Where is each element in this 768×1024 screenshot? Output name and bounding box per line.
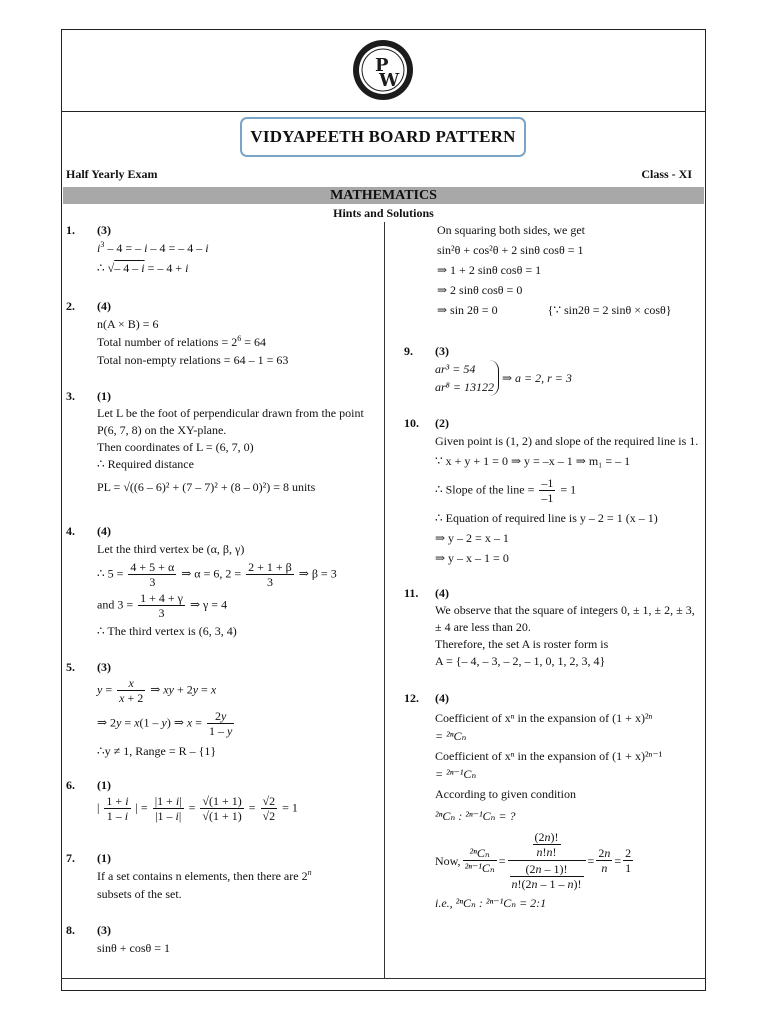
left-column	[66, 221, 366, 957]
math-line: Now, $\frac{\text{²ⁿCₙ}}{\text{²ⁿ⁻¹Cₙ}}$ = $\frac{\frac{(2n)!}{n!n!}}{\frac{(2n - 1)!}{n!(2n - 1 - n)!}}$ = $\frac{2n}{n}$ = $\frac{2}{1}$	[435, 830, 632, 891]
solution-3: 3. (1) Let L be the foot of perpendicular drawn from the point P(6, 7, 8) on the XY-plane. Then coordinates of L = (6, 7, 0) ∴ Required distance PL = √((6 – 6)² + (7 – 7)² + (8 – 0)²) = 8 units	[66, 389, 364, 494]
solution-6: 6. (1) | $\frac{1 + i}{1 - i}$ | = $\frac{|1 + i|}{|1 - i|}$ = $\frac{√(1 + 1)}{√(1 + 1)}$ = $\frac{√2}{√2}$ = 1	[66, 776, 366, 823]
solution-7: 7. (1) If a set contains n elements, then there are 2$^n$ subsets of the set.	[66, 851, 312, 901]
math-line: ∴ √– 4 – i = – 4 + i	[97, 261, 189, 275]
svg-text:P: P	[375, 55, 389, 76]
math-line: y = $\frac{x}{x + 2}$ ⇒ xy + 2y = x	[97, 676, 217, 705]
pw-logo-icon	[353, 40, 413, 100]
math-line: ⇒ 2y = x(1 – y) ⇒ x = $\frac{2y}{1 - y}$	[97, 709, 233, 738]
right-column	[404, 221, 702, 912]
solution-4: 4. (4) Let the third vertex be (α, β, γ) ∴ 5 = $\frac{4 + 5 + \alpha}{3}$ ⇒ α = 6, 2 = $\frac{2 + 1 + \beta}{3}$ ⇒ β = 3 and 3 = $\frac{1 + 4 + \gamma}{3}$ ⇒ γ = 4 ∴ The third vertex is (6, 3, 4)	[66, 522, 366, 640]
solution-11: 11. (4) We observe that the square of integers 0, ± 1, ± 2, ± 3, ± 4 are less than 20. Therefore, the set A is roster form is A = {– 4, – 3, – 2, – 1, 0, 1, 2, 3, 4}	[404, 586, 695, 668]
math-line: ∴ 5 = $\frac{4 + 5 + \alpha}{3}$ ⇒ α = 6, 2 = $\frac{2 + 1 + \beta}{3}$ ⇒ β = 3	[97, 560, 337, 589]
solution-1: 1. (3) $i^3 - 4$ = – i – 4 = – 4 – i ∴ √– 4 – i = – 4 + i	[66, 221, 366, 277]
math-system: ar³ = 54 ar⁸ = 13122 ⇒ a = 2, r = 3	[435, 362, 572, 394]
math-line: $i^3 - 4$ = – i – 4 = – 4 – i	[97, 240, 209, 255]
column-divider	[384, 222, 385, 978]
svg-text:W: W	[379, 70, 400, 91]
pw-logo	[353, 40, 413, 100]
solution-9: 9. (3) ar³ = 54 ar⁸ = 13122 ⇒ a = 2, r = 3	[404, 342, 702, 396]
class-label: Class - XI	[641, 167, 692, 181]
subject-bar: MATHEMATICS	[63, 187, 704, 204]
math-line: and 3 = $\frac{1 + 4 + \gamma}{3}$ ⇒ γ = 4	[97, 591, 228, 620]
math-line: | $\frac{1 + i}{1 - i}$ | = $\frac{|1 + i|}{|1 - i|}$ = $\frac{√(1 + 1)}{√(1 + 1)}$ = $\frac{√2}{√2}$ = 1	[97, 794, 298, 823]
solution-8-continued: On squaring both sides, we get sin²θ + cos²θ + 2 sinθ cosθ = 1 ⇒ 1 + 2 sinθ cosθ = 1 ⇒ 2 sinθ cosθ = 0 ⇒ sin 2θ = 0 {∵ sin2θ = 2 sinθ × cosθ}	[437, 223, 672, 317]
solution-8: 8. (3) sinθ + cosθ = 1	[66, 923, 171, 955]
solution-2: 2. (4) n(A × B) = 6 Total number of relations = $2^6 = 64$ Total non-empty relations = 64 – 1 = 63	[66, 299, 289, 367]
exam-name: Half Yearly Exam	[66, 167, 158, 181]
solution-12: 12. (4) Coefficient of xⁿ in the expansion of (1 + x)²ⁿ = ²ⁿCₙ Coefficient of xⁿ in the expansion of (1 + x)²ⁿ⁻¹ = ²ⁿ⁻¹Cₙ According to given condition ²ⁿCₙ : ²ⁿ⁻¹Cₙ = ? Now, $\frac{\text{²ⁿCₙ}}{\text{²ⁿ⁻¹Cₙ}}$ = $\frac{\frac{(2n)!}{n!n!}}{\frac{(2n - 1)!}{n!(2n - 1 - n)!}}$ = $\frac{2n}{n}$ = $\frac{2}{1}$ i.e., ²ⁿCₙ : ²ⁿ⁻¹Cₙ = 2:1	[404, 689, 702, 912]
header-divider	[61, 111, 706, 112]
solution-10: 10. (2) Given point is (1, 2) and slope of the required line is 1. ∵ x + y + 1 = 0 ⇒ y = –x – 1 ⇒ m₁ = – 1 ∴ Slope of the line = $\frac{-1}{-1}$ = 1 ∴ Equation of required line is y – 2 = 1 (x – 1) ⇒ y – 2 = x – 1 ⇒ y – x – 1 = 0	[404, 416, 699, 565]
section-subtitle: Hints and Solutions	[333, 206, 434, 220]
solution-5: 5. (3) y = $\frac{x}{x + 2}$ ⇒ xy + 2y = x ⇒ 2y = x(1 – y) ⇒ x = $\frac{2y}{1 - y}$ ∴y ≠ 1, Range = R – {1}	[66, 658, 366, 760]
bottom-border	[61, 978, 706, 979]
page-title: VIDYAPEETH BOARD PATTERN	[240, 117, 526, 157]
